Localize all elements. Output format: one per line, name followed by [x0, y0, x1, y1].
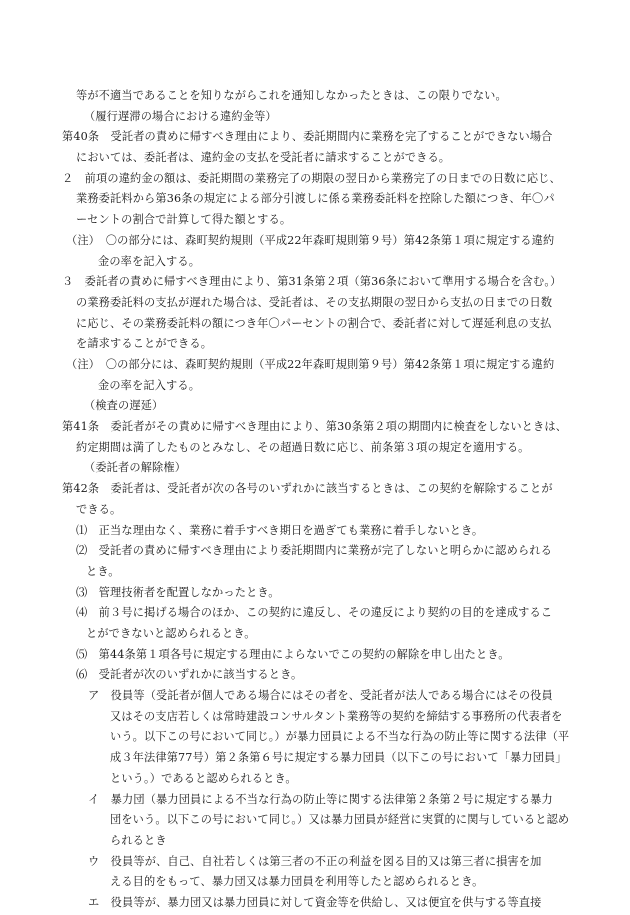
text-line: 約定期間は満了したものとみなし、その超過日数に応じ、前条第３項の規定を適用する。 — [76, 440, 530, 454]
text-line: できる。 — [76, 502, 122, 516]
text-line: とき。 — [86, 564, 120, 578]
article-heading-41: 第41条 委託者がその責めに帰すべき理由により、第30条第２項の期間内に検査をしないときは、 — [62, 420, 568, 434]
text-line: られるとき — [110, 833, 167, 847]
item-4: ⑷ 前３号に掲げる場合のほか、この契約に違反し、その違反により契約の目的を達成するこ — [76, 606, 553, 620]
text-line: 成３年法律第77号）第２条第６号に規定する暴力団員（以下この号において「暴力団員」 — [110, 751, 567, 765]
item-1: ⑴ 正当な理由なく、業務に着手すべき期日を過ぎても業務に着手しないとき。 — [76, 523, 484, 537]
section-caption: （検査の遅延） — [84, 399, 164, 413]
text-line: える目的をもって、暴力団又は暴力団員を利用等したと認められるとき。 — [110, 875, 484, 889]
article-heading-42: 第42条 委託者は、受託者が次の各号のいずれかに該当するときは、この契約を解除することが — [62, 482, 553, 496]
item-5: ⑸ 第44条第１項各号に規定する理由によらないでこの契約の解除を申し出たとき。 — [76, 647, 510, 661]
text-line: とができないと認められるとき。 — [86, 627, 256, 640]
text-line: 又はその支店若しくは常時建設コンサルタント業務等の契約を締結する事務所の代表者を — [110, 709, 563, 723]
text-line: 団をいう。以下この号において同じ。）又は暴力団員が経営に実質的に関与していると認め — [110, 813, 570, 827]
text-line: においては、委託者は、違約金の支払を受託者に請求することができる。 — [76, 151, 451, 165]
subitem-a: ア 役員等（受託者が個人である場合にはその者を、受託者が法人である場合にはその役員 — [88, 689, 553, 703]
paragraph-2: ２ 前項の違約金の額は、委託期間の業務完了の期限の翌日から業務完了の日までの日数に応じ、 — [62, 171, 561, 185]
subitem-u: ウ 役員等が、自己、自社若しくは第三者の不正の利益を図る目的又は第三者に損害を加 — [88, 854, 542, 868]
text-line: の業務委託料の支払が遅れた場合は、受託者は、その支払期限の翌日から支払の日までの日数 — [76, 295, 553, 309]
text-line: を請求することができる。 — [76, 337, 213, 351]
text-line: に応じ、その業務委託料の額につき年〇パーセントの割合で、委託者に対して遅延利息の支払 — [76, 316, 552, 330]
section-caption: （委託者の解除権） — [84, 461, 187, 475]
subitem-i: イ 暴力団（暴力団員による不当な行為の防止等に関する法律第２条第２号に規定する暴力 — [88, 792, 553, 806]
subitem-e: エ 役員等が、暴力団又は暴力団員に対して資金等を供給し、又は便宜を供与する等直接 — [88, 896, 542, 909]
item-6: ⑹ 受託者が次のいずれかに該当するとき。 — [76, 668, 303, 682]
text-line: 金の率を記入する。 — [98, 378, 201, 392]
item-2: ⑵ 受託者の責めに帰すべき理由により委託期間内に業務が完了しないと明らかに認められる — [76, 544, 552, 558]
text-line: 等が不適当であることを知りながらこれを通知しなかったときは、この限りでない。 — [76, 89, 507, 102]
text-line: ーセントの割合で計算して得た額とする。 — [76, 213, 292, 227]
note-line: （注） 〇の部分には、森町契約規則（平成22年森町規則第９号）第42条第１項に規定する違約 — [66, 233, 555, 247]
section-caption: （履行遅滞の場合における違約金等） — [84, 109, 277, 123]
text-line: いう。以下この号において同じ。）が暴力団員による不当な行為の防止等に関する法律（平 — [110, 730, 570, 744]
paragraph-3: ３ 委託者の責めに帰すべき理由により、第31条第２項（第36条において準用する場合を含む。） — [62, 275, 562, 289]
text-line: という。）であると認められるとき。 — [110, 771, 297, 785]
text-line: 金の率を記入する。 — [98, 254, 201, 268]
note-line: （注） 〇の部分には、森町契約規則（平成22年森町規則第９号）第42条第１項に規定する違約 — [66, 358, 555, 371]
text-line: 業務委託料から第36条の規定による部分引渡しに係る業務委託料を控除した額につき、年〇パ — [76, 192, 555, 206]
article-heading-40: 第40条 受託者の責めに帰すべき理由により、委託期間内に業務を完了することができない場合 — [62, 130, 553, 144]
item-3: ⑶ 管理技術者を配置しなかったとき。 — [76, 585, 280, 599]
